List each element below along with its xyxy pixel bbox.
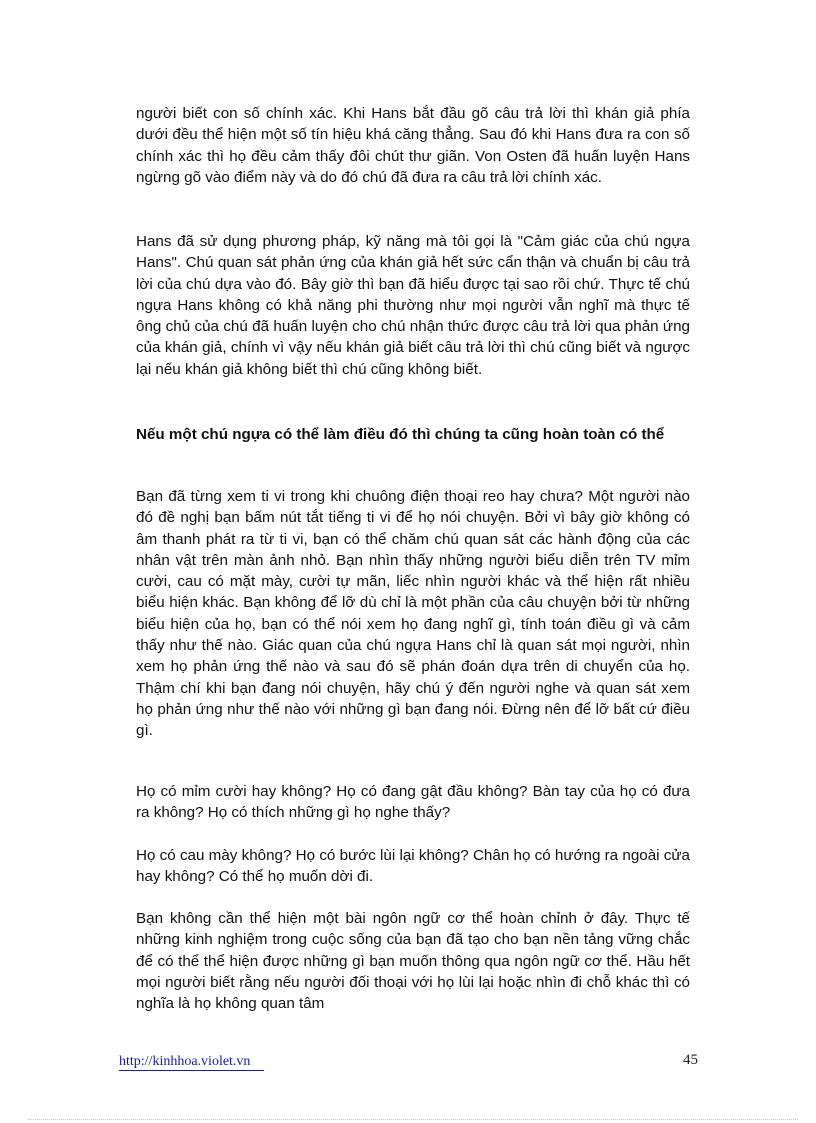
- paragraph-hans-sense: Hans đã sử dụng phương pháp, kỹ năng mà tôi gọi là "Cảm giác của chú ngựa Hans". Chú quan sát phản ứng của khán giả hết sức cẩn thận và chuẩn bị câu trả lời của chú dựa vào đó. Bây giờ thì bạn đã hiểu được tại sao rồi chứ. Thực tế chú ngựa Hans không có khả năng phi thường như mọi người vẫn nghĩ mà thực tế ông chủ của chú đã huấn luyện cho chú nhận thức được câu trả lời qua phản ứng của khán giả, chính vì vậy nếu khán giả biết câu trả lời thì chú cũng biết và ngược lại nếu khán giả không biết thì chú cũng không biết.: [136, 233, 690, 378]
- page-bottom-border: [28, 1119, 798, 1120]
- paragraph-hans-answer: người biết con số chính xác. Khi Hans bắt đầu gõ câu trả lời thì khán giả phía dưới đều thể hiện một số tín hiệu khá căng thẳng. Sau đó khi Hans đưa ra con số chính xác thì họ đều cảm thấy đôi chút thư giãn. Von Osten đã huấn luyện Hans ngừng gõ vào điểm này và do đó chú đã đưa ra câu trả lời chính xác.: [136, 105, 690, 186]
- paragraph-smile-questions: Họ có mỉm cười hay không? Họ có đang gật đầu không? Bàn tay của họ có đưa ra không? Họ có thích những gì họ nghe thấy?: [136, 783, 690, 822]
- paragraph-frown-questions: Họ có cau mày không? Họ có bước lùi lại không? Chân họ có hướng ra ngoài cửa hay không? Có thể họ muốn dời đi.: [136, 847, 690, 886]
- footer-website-link[interactable]: http://kinhhoa.violet.vn: [119, 1053, 264, 1071]
- paragraph-body-language: Bạn không cần thể hiện một bài ngôn ngữ cơ thể hoàn chỉnh ở đây. Thực tế những kinh nghiệm trong cuộc sống của bạn đã tạo cho bạn nền tảng vững chắc để có thể thể hiện được những gì bạn muốn thông qua ngôn ngữ cơ thể. Hầu hết mọi người biết rằng nếu người đối thoại với họ lùi lại hoặc nhìn đi chỗ khác thì có nghĩa là họ không quan tâm: [136, 910, 690, 1013]
- paragraph-watching-tv: Bạn đã từng xem ti vi trong khi chuông điện thoại reo hay chưa? Một người nào đó đề nghị bạn bấm nút tắt tiếng ti vi để họ nói chuyện. Bởi vì bây giờ không có âm thanh phát ra từ ti vi, bạn có thể chăm chú quan sát các hành động của các nhân vật trên màn ảnh nhỏ. Bạn nhìn thấy những người biểu diễn trên TV mỉm cười, cau có mặt mày, cười tự mãn, liếc nhìn người khác và thể hiện rất nhiều biểu hiện khác. Bạn không để lỡ dù chỉ là một phần của câu chuyện bởi từ những biểu hiện của họ, bạn có thể nói xem họ đang nghĩ gì, tính toán điều gì và cảm thấy như thế nào. Giác quan của chú ngựa Hans chỉ là quan sát mọi người, nhìn xem họ phản ứng thế nào và sau đó sẽ phán đoán dựa trên di chuyển của họ. Thậm chí khi bạn đang nói chuyện, hãy chú ý đến người nghe và quan sát xem họ phản ứng như thế nào với những gì bạn đang nói. Đừng nên để lỡ bất cứ điều gì.: [136, 488, 690, 740]
- section-heading: Nếu một chú ngựa có thể làm điều đó thì chúng ta cũng hoàn toàn có thể: [136, 426, 665, 443]
- page-number: 45: [683, 1052, 698, 1068]
